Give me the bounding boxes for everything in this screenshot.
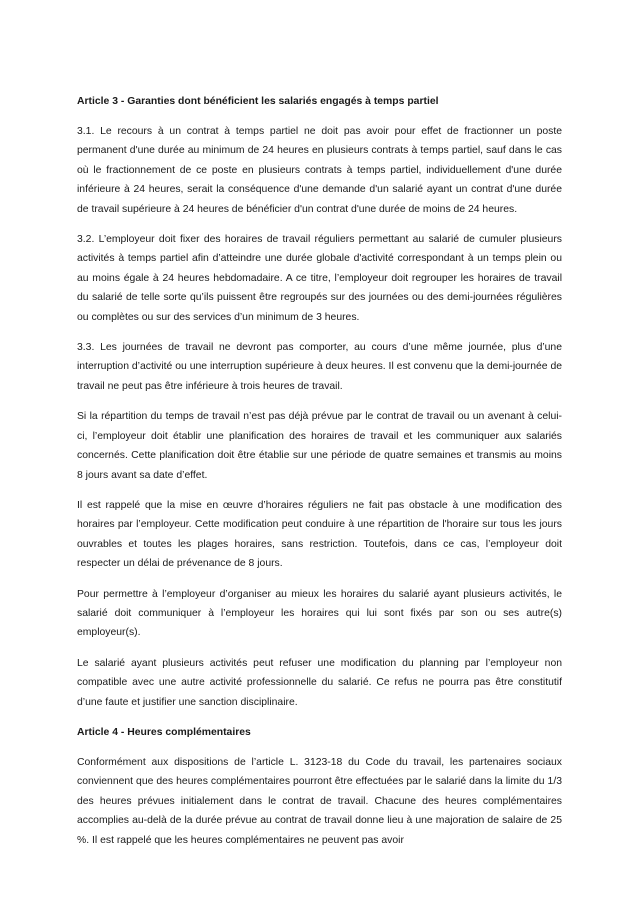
document-page [77,92,562,861]
article-3-heading: Article 3 - Garanties dont bénéficient les salariés engagés à temps partiel [77,96,439,107]
article-3-paragraph-3-1: 3.1. Le recours à un contrat à temps partiel ne doit pas avoir pour effet de fractionner un poste permanent d'une durée au minimum de 24 heures en plusieurs contrats à temps partiel, sauf dans le cas où le fractionnement de ce poste en plusieurs contrats à temps partiel, individuellement d'une durée inférieure à 24 heures, serait la conséquence d'une demande d'un salarié ayant un contrat d'une durée de travail supérieure à 24 heures de bénéficier d'un contrat d'une durée de moins de 24 heures. [77,126,562,215]
article-4-heading: Article 4 - Heures complémentaires [77,726,251,738]
article-4-paragraph-1: Conformément aux dispositions de l’article L. 3123-18 du Code du travail, les partenaires sociaux conviennent que des heures complémentaires pourront être effectuées par le salarié dans la limite du 1/3 des heures prévues initialement dans le contrat de travail. Chacune des heures complémentaires accomplies au-delà de la durée prévue au contrat de travail donne lieu à une majoration de salaire de 25 %. Il est rappelé que les heures complémentaires ne peuvent pas avoir [77,756,562,846]
article-3-paragraph-planification: Si la répartition du temps de travail n’est pas déjà prévue par le contrat de travail ou un avenant à celui-ci, l’employeur doit établir une planification des horaires de travail et les communiquer aux salariés concernés. Cette planification doit être établie sur une période de quatre semaines et transmis au moins 8 jours avant sa date d’effet. [77,411,562,481]
article-3-paragraph-3-3: 3.3. Les journées de travail ne devront pas comporter, au cours d’une même journée, plus d’une interruption d’activité ou une interruption supérieure à deux heures. Il est convenu que la demi-journée de travail ne peut pas être inférieure à trois heures de travail. [77,342,562,392]
article-3-paragraph-3-2: 3.2. L’employeur doit fixer des horaires de travail réguliers permettant au salarié de cumuler plusieurs activités à temps partiel afin d’atteindre une durée globale d'activité correspondant à un temps plein ou au moins égale à 24 heures hebdomadaire. A ce titre, l’employeur doit regrouper les horaires de travail du salarié de telle sorte qu’ils puissent être regroupés sur des journées ou des demi-journées régulières ou complètes ou sur des services d’un minimum de 3 heures. [77,234,562,323]
article-3-paragraph-communication: Pour permettre à l’employeur d’organiser au mieux les horaires du salarié ayant plusieurs activités, le salarié doit communiquer à l’employeur les horaires qui lui sont fixés par son ou ses autre(s) employeur(s). [77,588,562,639]
article-3-paragraph-refus: Le salarié ayant plusieurs activités peut refuser une modification du planning par l’employeur non compatible avec une autre activité professionnelle du salarié. Ce refus ne pourra pas être constitutif d’une faute et justifier une sanction disciplinaire. [77,657,562,708]
article-3-paragraph-modification: Il est rappelé que la mise en œuvre d’horaires réguliers ne fait pas obstacle à une modification des horaires par l’employeur. Cette modification peut conduire à une répartition de l'horaire sur tous les jours ouvrables et toutes les plages horaires, sans restriction. Toutefois, dans ce cas, l’employeur doit respecter un délai de prévenance de 8 jours. [77,499,562,570]
